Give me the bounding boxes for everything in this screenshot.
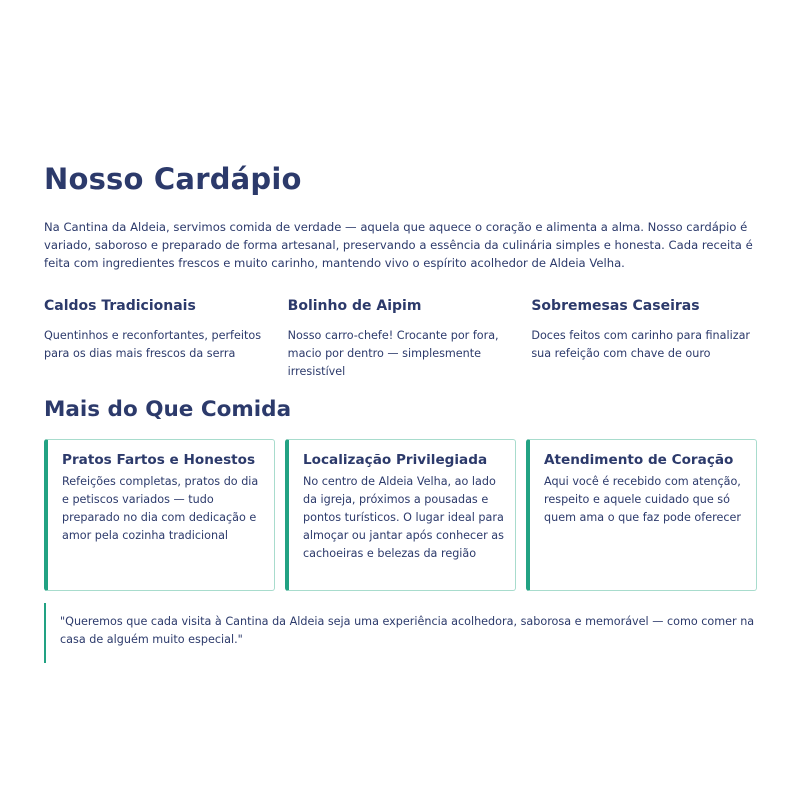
- feature-card-title: Atendimento de Coração: [544, 452, 734, 468]
- menu-item: [288, 296, 514, 381]
- page-title: Nosso Cardápio: [44, 162, 302, 196]
- feature-card-title: Pratos Fartos e Honestos: [62, 452, 256, 468]
- feature-card: [285, 439, 516, 591]
- menu-item: [44, 296, 270, 381]
- menu-item-description: Quentinhos e reconfortantes, perfeitos para os dias mais frescos da serra: [44, 329, 262, 360]
- feature-card-description: Refeições completas, pratos do dia e petiscos variados — tudo preparado no dia com dedicação e amor pela cozinha tradicional: [62, 475, 259, 542]
- menu-item-description: Doces feitos com carinho para finalizar sua refeição com chave de ouro: [531, 329, 751, 360]
- quote-block: "Queremos que cada visita à Cantina da Aldeia seja uma experiência acolhedora, saborosa e memorável — como comer na casa de alguém muito especial.": [44, 603, 757, 663]
- section-title: Mais do Que Comida: [44, 397, 292, 422]
- feature-card-title: Localização Privilegiada: [303, 452, 488, 468]
- menu-item-title: Caldos Tradicionais: [44, 298, 196, 314]
- menu-item-description: Nosso carro-chefe! Crocante por fora, macio por dentro — simplesmente irresistível: [287, 329, 499, 378]
- menu-item-title: Sobremesas Caseiras: [531, 298, 700, 314]
- menu-item: [531, 296, 757, 381]
- intro-paragraph: Na Cantina da Aldeia, servimos comida de verdade — aquela que aquece o coração e alimenta a alma. Nosso cardápio é variado, saboroso e preparado de forma artesanal, preservando a essência da culinária simples e honesta. Cada receita é feita com ingredientes frescos e muito carinho, mantendo vivo o espírito acolhedor de Aldeia Velha.: [44, 220, 753, 270]
- feature-card-description: Aqui você é recebido com atenção, respeito e aquele cuidado que só quem ama o que faz pode oferecer: [544, 475, 741, 524]
- menu-highlights: [44, 296, 757, 381]
- menu-section: [44, 158, 757, 674]
- feature-card-description: No centro de Aldeia Velha, ao lado da igreja, próximos a pousadas e pontos turísticos. O lugar ideal para almoçar ou jantar após conhecer as cachoeiras e belezas da região: [303, 475, 504, 560]
- feature-card: [526, 439, 757, 591]
- menu-item-title: Bolinho de Aipim: [287, 298, 422, 314]
- feature-card: [44, 439, 275, 591]
- feature-cards: [44, 439, 757, 591]
